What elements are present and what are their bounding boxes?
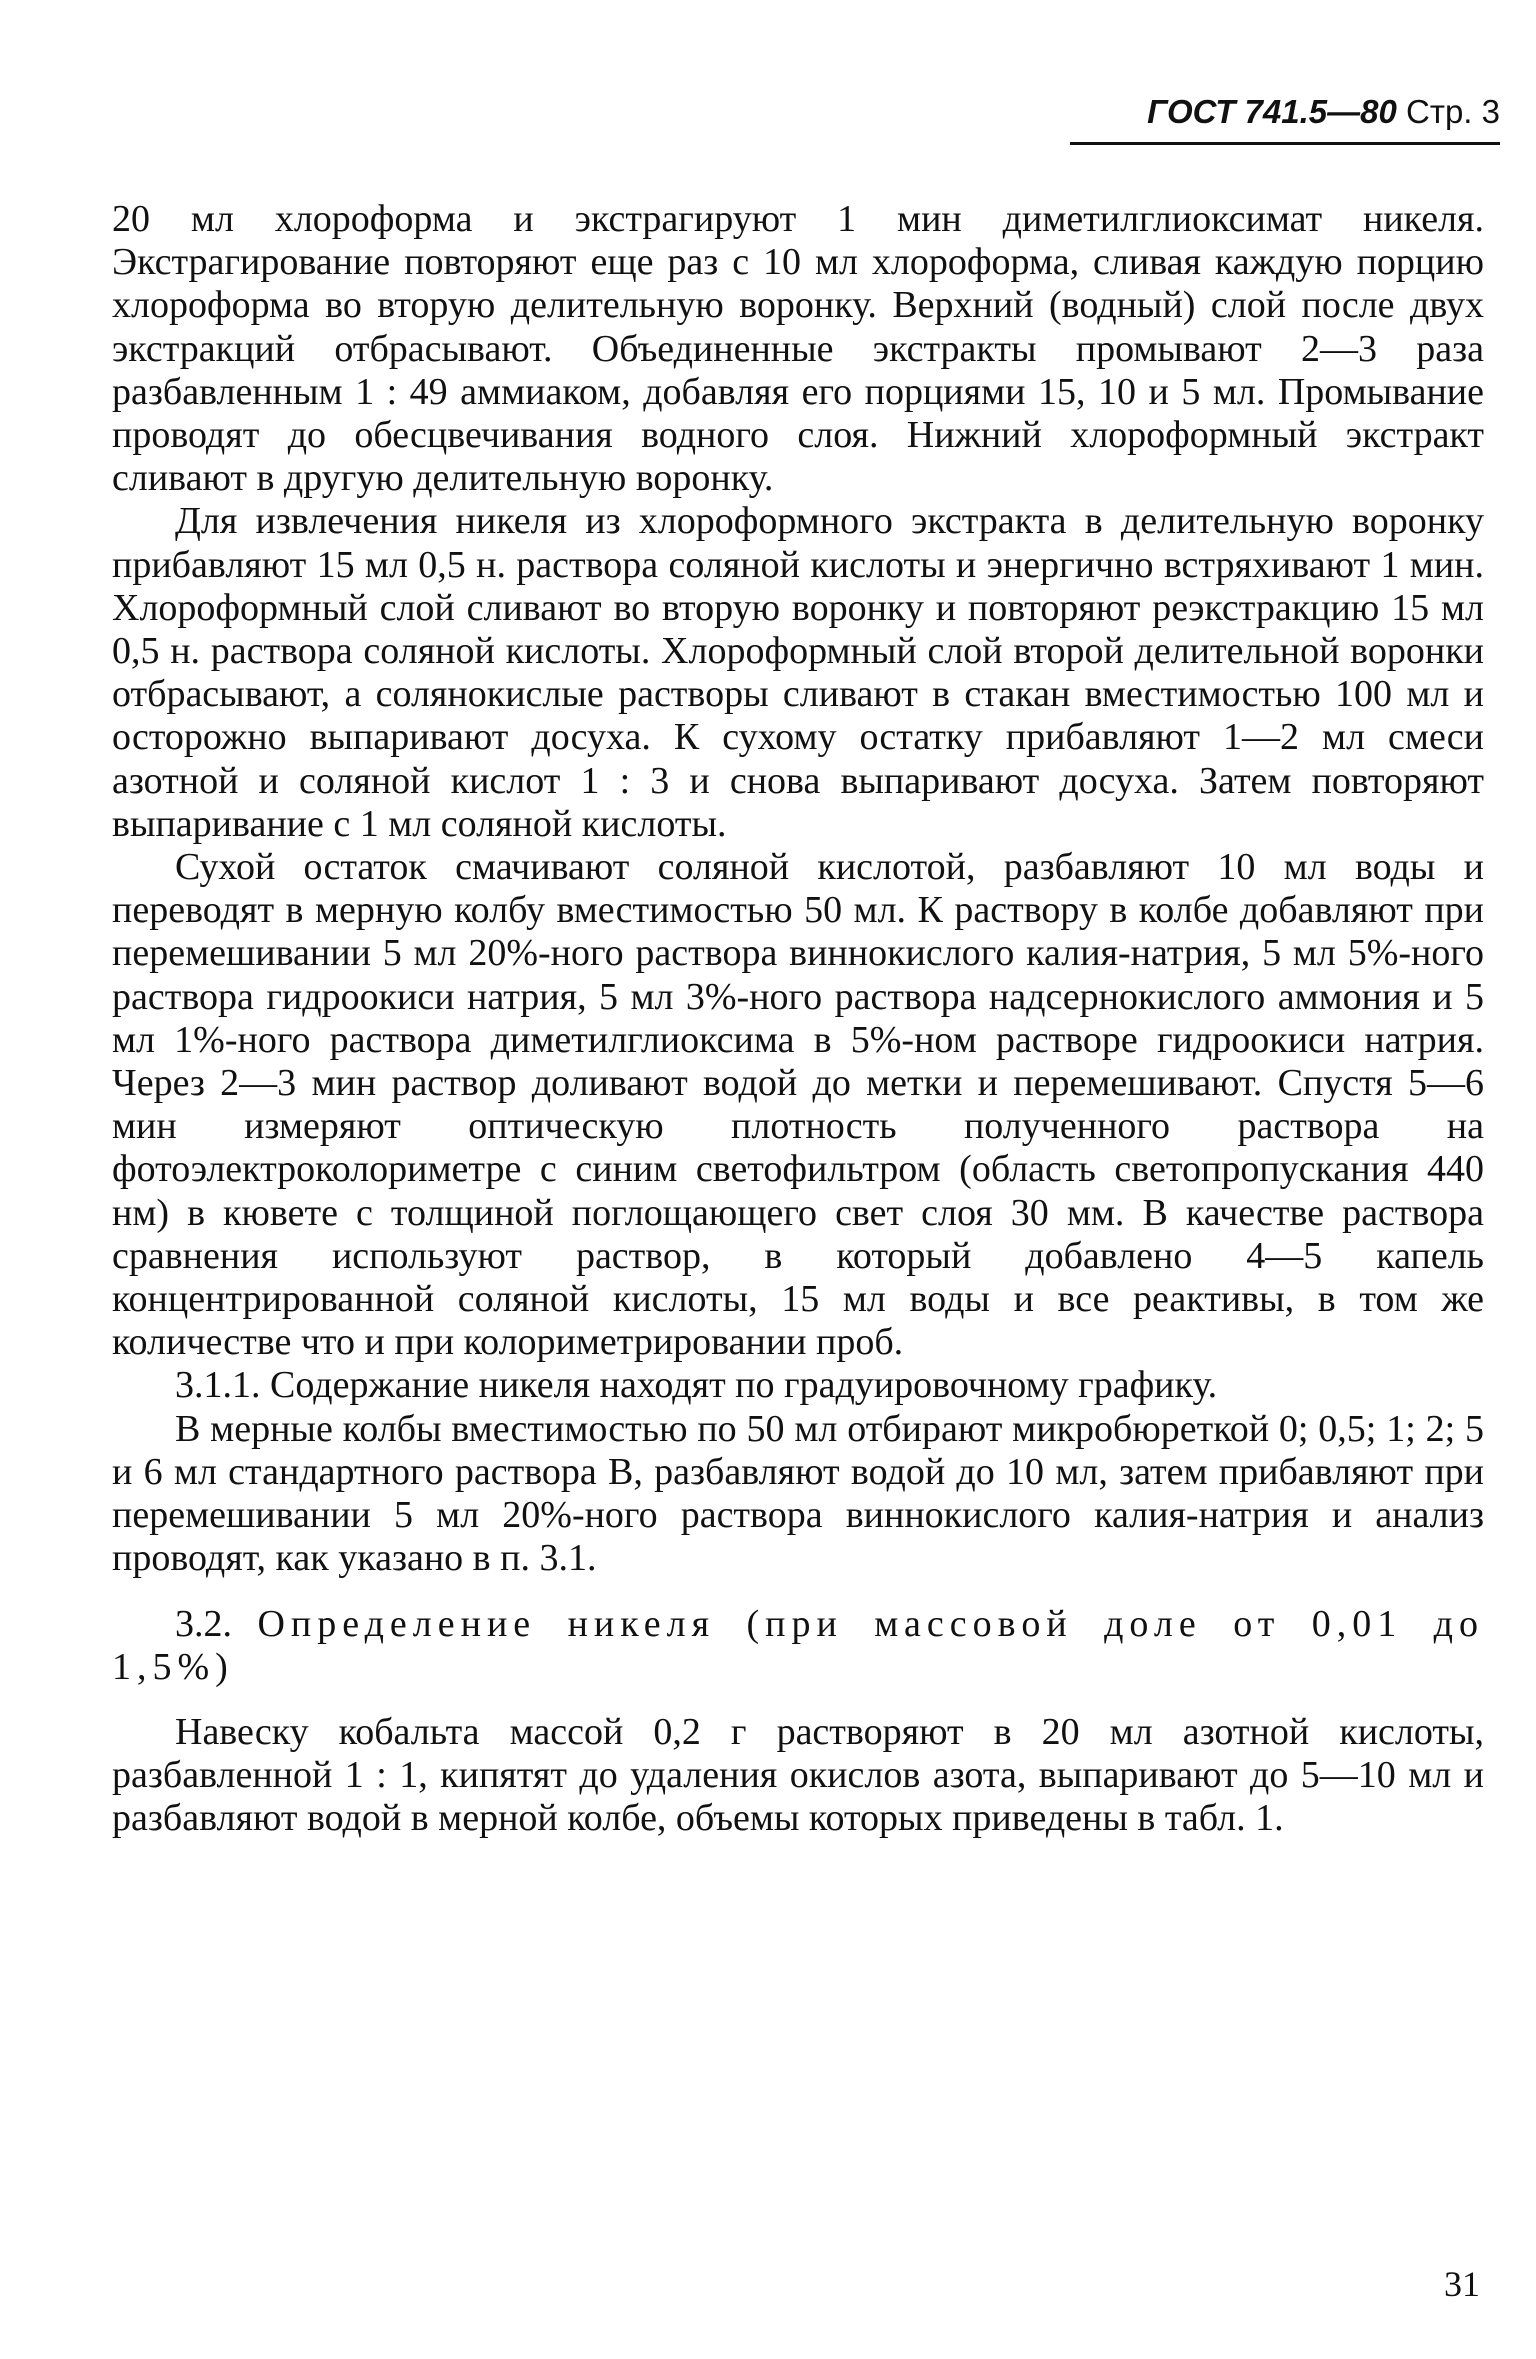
paragraph-sample-dissolution: Навеску кобальта массой 0,2 г растворяют в 20 мл азотной кислоты, разбавленной 1 : 1, кипятят до удаления окислов азота, выпаривают до 5—10 мл и разбавляют водой в мерной колбе, объемы которых приведены в табл. 1. bbox=[112, 1710, 1484, 1840]
paragraph-calibration: В мерные колбы вместимостью по 50 мл отбирают микробюреткой 0; 0,5; 1; 2; 5 и 6 мл стандартного раствора В, разбавляют водой до 10 мл, затем прибавляют при перемешивании 5 мл 20%-ного раствора виннокислого калия-натрия и анализ проводят, как указано в п. 3.1. bbox=[112, 1407, 1484, 1580]
running-header bbox=[1070, 86, 1500, 145]
header-page-label: Стр. 3 bbox=[1406, 93, 1500, 130]
section-number: 3.2. bbox=[175, 1602, 232, 1645]
page-number: 31 bbox=[1444, 2264, 1480, 2304]
section-heading-3-2 bbox=[112, 1603, 1484, 1689]
section-title: Определение никеля (при массовой доле от 0,01 до 1,5%) bbox=[112, 1602, 1484, 1688]
body-text bbox=[112, 198, 1484, 1841]
paragraph-reextraction: Для извлечения никеля из хлороформного экстракта в делительную воронку прибавляют 15 мл 0,5 н. раствора соляной кислоты и энергично встряхивают 1 мин. Хлороформный слой сливают во вторую воронку и повторяют реэкстракцию 15 мл 0,5 н. раствора соляной кислоты. Хлороформный слой второй делительной воронки отбрасывают, а солянокислые растворы сливают в стакан вместимостью 100 мл и осторожно выпаривают досуха. К сухому остатку прибавляют 1—2 мл смеси азотной и соляной кислот 1 : 3 и снова выпаривают досуха. Затем повторяют выпаривание с 1 мл соляной кислоты. bbox=[112, 500, 1484, 845]
paragraph-continuation: 20 мл хлороформа и экстрагируют 1 мин диметилглиоксимат никеля. Экстрагирование повторяют еще раз с 10 мл хлороформа, сливая каждую порцию хлороформа во вторую делительную воронку. Верхний (водный) слой после двух экстракций отбрасывают. Объединенные экстракты промывают 2—3 раза разбавленным 1 : 49 аммиаком, добавляя его порциями 15, 10 и 5 мл. Промывание проводят до обесцвечивания водного слоя. Нижний хлороформный экстракт сливают в другую делительную воронку. bbox=[112, 198, 1484, 500]
paragraph-measurement: Сухой остаток смачивают соляной кислотой, разбавляют 10 мл воды и переводят в мерную колбу вместимостью 50 мл. К раствору в колбе добавляют при перемешивании 5 мл 20%-ного раствора виннокислого калия-натрия, 5 мл 5%-ного раствора гидроокиси натрия, 5 мл 3%-ного раствора надсернокислого аммония и 5 мл 1%-ного раствора диметилглиоксима в 5%-ном растворе гидроокиси натрия. Через 2—3 мин раствор доливают водой до метки и перемешивают. Спустя 5—6 мин измеряют оптическую плотность полученного раствора на фотоэлектроколориметре с синим светофильтром (область светопропускания 440 нм) в кювете с толщиной поглощающего свет слоя 30 мм. В качестве раствора сравнения используют раствор, в который добавлено 4—5 капель концентрированной соляной кислоты, 15 мл воды и все реактивы, в том же количестве что и при колориметрировании проб. bbox=[112, 846, 1484, 1364]
clause-3-1-1: 3.1.1. Содержание никеля находят по градуировочному графику. bbox=[175, 1364, 1218, 1407]
standard-number: ГОСТ 741.5—80 bbox=[1147, 93, 1397, 130]
